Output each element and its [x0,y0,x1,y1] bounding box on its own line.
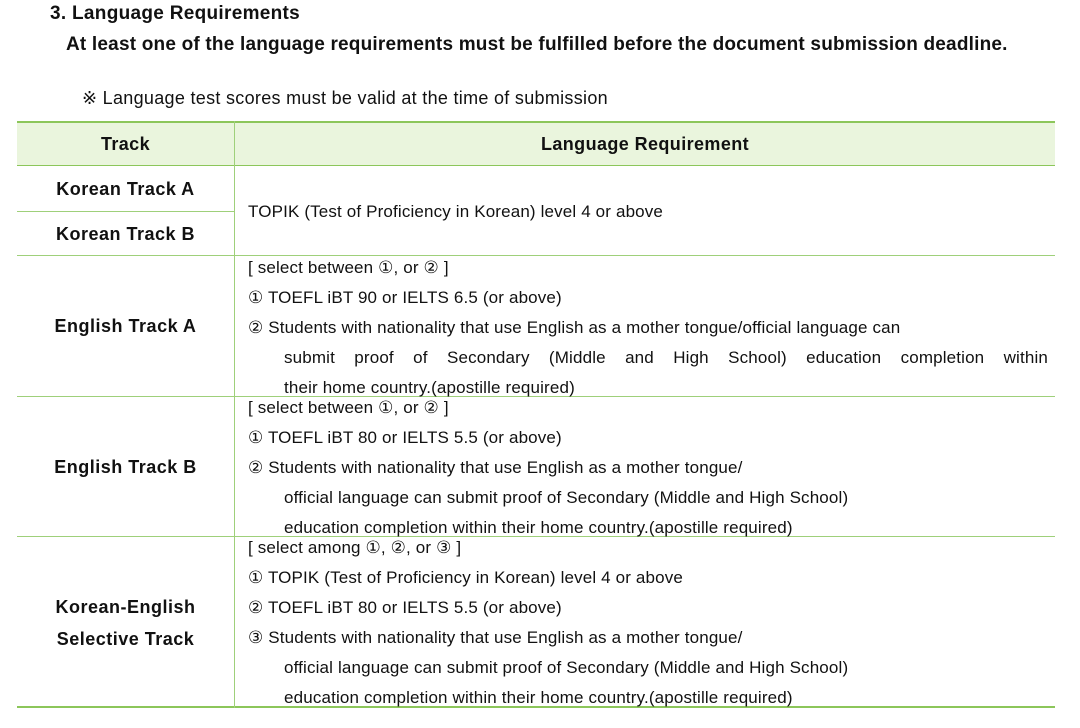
header-track: Track [100,134,151,154]
language-requirements-table [17,121,1055,708]
english-a-requirement [248,253,1048,403]
section-heading: 3. Language Requirements [50,3,301,24]
track-selective-line2: Selective Track [56,629,195,649]
header-bottom-rule [17,165,1055,166]
english-a-line: their home country.(apostille required) [284,378,575,397]
track-english-a: English Track A [54,316,197,336]
header-language-requirement: Language Requirement [540,134,750,154]
track-selective-line1: Korean-English [55,597,196,617]
korean-requirement: TOPIK (Test of Proficiency in Korean) level 4 or above [248,202,664,221]
selective-line: education completion within their home country.(apostille required) [284,688,793,707]
selective-line: [ select among ①, ②, or ③ ] [248,538,462,557]
english-b-requirement [248,393,1048,543]
english-a-line: submit proof of Secondary (Middle and High School) education completion within [284,348,1048,367]
track-english-b: English Track B [54,457,197,477]
selective-line: ② TOEFL iBT 80 or IELTS 5.5 (or above) [248,598,562,617]
track-korean-a: Korean Track A [56,179,195,199]
english-b-line: ② Students with nationality that use English as a mother tongue/ [248,458,743,477]
english-a-line: [ select between ①, or ② ] [248,258,449,277]
intro-text: At least one of the language requirements must be fulfilled before the document submission deadline. [66,34,1008,55]
english-a-line: ② Students with nationality that use English as a mother tongue/official language can [248,318,901,337]
korean-track-divider [17,211,234,212]
english-b-line: [ select between ①, or ② ] [248,398,449,417]
english-b-line: official language can submit proof of Secondary (Middle and High School) [284,488,849,507]
track-korean-b: Korean Track B [55,224,196,244]
validity-note: ※ Language test scores must be valid at the time of submission [82,88,608,108]
selective-line: ③ Students with nationality that use English as a mother tongue/ [248,628,743,647]
selective-line: official language can submit proof of Secondary (Middle and High School) [284,658,849,677]
selective-requirement [248,533,1048,713]
selective-line: ① TOPIK (Test of Proficiency in Korean) level 4 or above [248,568,683,587]
column-divider [234,121,235,708]
english-b-line: education completion within their home country.(apostille required) [284,518,793,537]
english-a-line: ① TOEFL iBT 90 or IELTS 6.5 (or above) [248,288,562,307]
english-b-line: ① TOEFL iBT 80 or IELTS 5.5 (or above) [248,428,562,447]
